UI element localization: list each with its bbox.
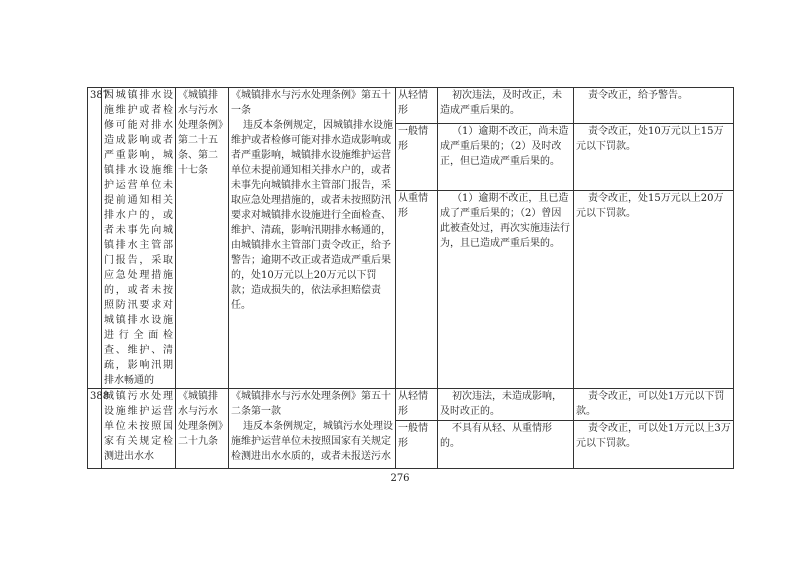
level-label: 一般情形 xyxy=(396,124,438,190)
violation-description: 城镇污水处理设施维护运营单位未按照国家有关规定检测进出水水 xyxy=(102,389,176,469)
level-label: 从轻情形 xyxy=(396,88,438,124)
item-number: 387 xyxy=(88,88,102,389)
table-row xyxy=(88,88,734,124)
level-label: 从重情形 xyxy=(396,190,438,388)
legal-basis: 《城镇排水与污水处理条例》二十九条 xyxy=(176,389,229,469)
level-label: 一般情形 xyxy=(396,421,438,469)
level-label: 从轻情形 xyxy=(396,389,438,421)
level-penalty: 责令改正，给予警告。 xyxy=(574,88,734,124)
penalty-table xyxy=(87,87,734,469)
clause-title: 《城镇排水与污水处理条例》第五十二条第一款 xyxy=(231,391,391,417)
clause-title: 《城镇排水与污水处理条例》第五十一条 xyxy=(231,90,391,116)
level-penalty: 责令改正，可以处1万元以上3万元以下罚款。 xyxy=(574,421,734,469)
legal-basis: 《城镇排水与污水处理条例》第二十五条、第二十七条 xyxy=(176,88,229,389)
level-condition: （1）逾期不改正，尚未造成严重后果的；（2）及时改正，但已造成严重后果的。 xyxy=(438,124,574,190)
table-row xyxy=(88,389,734,421)
level-penalty: 责令改正，处15万元以上20万元以下罚款。 xyxy=(574,190,734,388)
clause-text: 违反本条例规定，因城镇排水设施维护或者检修可能对排水造成影响或者严重影响，城镇排水设施维护运营单位未提前通知相关排水户的，或者未事先向城镇排水主管部门报告，采取应急处理措施的，或者未按照防汛要求对城镇排水设施进行全面检查、维护、清疏，影响汛期排水畅通的，由城镇排水主管部门责令改正，给予警告；逾期不改正或者造成严重后果的，处10万元以上20万元以下罚款；造成损失的，依法承担赔偿责任。 xyxy=(231,120,393,311)
level-condition: （1）逾期不改正，且已造成了严重后果的；（2）曾因此被查处过，再次实施违法行为，且已造成严重后果的。 xyxy=(438,190,574,388)
level-condition: 初次违法，及时改正，未造成严重后果的。 xyxy=(438,88,574,124)
level-condition: 初次违法，未造成影响，及时改正的。 xyxy=(438,389,574,421)
item-number: 388 xyxy=(88,389,102,469)
penalty-clause xyxy=(229,88,396,389)
penalty-clause xyxy=(229,389,396,469)
level-penalty: 责令改正，可以处1万元以下罚款。 xyxy=(574,389,734,421)
clause-text: 违反本条例规定，城镇污水处理设施维护运营单位未按照国家有关规定检测进出水水质的，或者未报送污水 xyxy=(231,421,393,462)
page-number: 276 xyxy=(390,473,410,484)
level-condition: 不具有从轻、从重情形的。 xyxy=(438,421,574,469)
level-penalty: 责令改正，处10万元以上15万元以下罚款。 xyxy=(574,124,734,190)
violation-description: 因城镇排水设施维护或者检修可能对排水造成影响或者严重影响，城镇排水设施维护运营单位未提前通知相关排水户的，或者未事先向城镇排水主管部门报告，采取应急处理措施的，或者未按照防汛要求对城镇排水设施进行全面检查、维护、清疏，影响汛期排水畅通的 xyxy=(102,88,176,389)
